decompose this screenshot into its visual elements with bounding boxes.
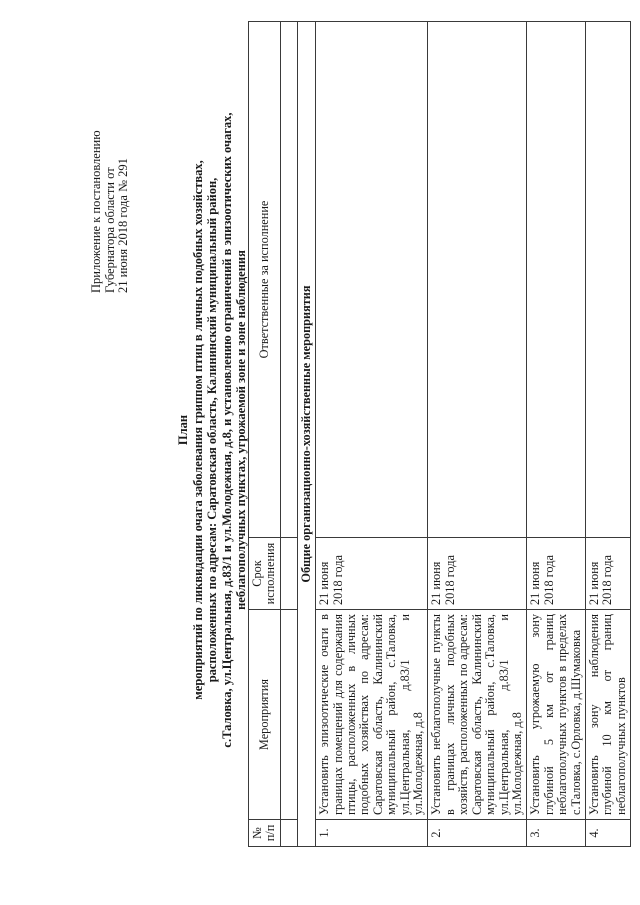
approval-line-1: Приложение к постановлению (89, 130, 103, 293)
table-row (527, 22, 586, 847)
heading-line-4: неблагополучных пунктах, угрожаемой зоне и зоне наблюдения (234, 250, 249, 610)
approval-note (90, 33, 131, 293)
heading-line-2: расположенных по адресам: Саратовская область, Калининский муниципальный район, (205, 177, 220, 683)
row-activity: Установить зону наблюдения глубиной 10 км от границ неблагополучных пунктов (585, 610, 630, 820)
row-activity: Установить угрожаемую зону глубиной 5 км от границ неблагополучных пунктов в пределах с.Таловка, с.Орловка, д.Шумаковка (527, 610, 586, 820)
row-activity: Установить неблагополучные пункты в границах личных подобных хозяйств, расположенных по адресам: Саратовская область, Калининский муниципальный район, с.Таловка, ул.Центральная, д.83/1 и ул.Молодежная, д.8 (428, 610, 527, 820)
row-num: 1. (316, 820, 428, 847)
row-activity: Установить эпизоотические очаги в границах помещений для содержания птицы, расположенных в личных подобных хозяйствах по адресам: Саратовская область, Калининский муниципальный район, с.Таловка, ул.Центральная, д.83/1 и ул.Молодежная, д.8 (316, 610, 428, 820)
table-header-row (249, 22, 281, 847)
header-activity: Мероприятия (249, 610, 281, 820)
row-term: 21 июня 2018 года (585, 538, 630, 610)
plan-table (248, 21, 631, 847)
row-responsible (428, 22, 527, 538)
header-responsible: Ответственные за исполнение (249, 22, 281, 538)
row-term: 21 июня 2018 года (316, 538, 428, 610)
approval-line-3: 21 июня 2018 года № 291 (116, 158, 130, 293)
row-responsible (585, 22, 630, 538)
table-row (585, 22, 630, 847)
row-responsible (527, 22, 586, 538)
document-title: План (176, 414, 190, 446)
heading-line-3: с.Таловка, ул.Центральная, д.83/1 и ул.Молодежная, д.8, и установлению ограничений в эпизоотических очагах, (219, 112, 234, 748)
row-term: 21 июня 2018 года (527, 538, 586, 610)
row-num: 4. (585, 820, 630, 847)
heading-line-1: мероприятий по ликвидации очага заболевания гриппом птиц в личных подобных хозяйствах, (190, 160, 205, 700)
table-row (428, 22, 527, 847)
section-row (297, 22, 315, 847)
row-num: 2. (428, 820, 527, 847)
table-row (316, 22, 428, 847)
header-term: Срок исполнения (249, 538, 281, 610)
row-num: 3. (527, 820, 586, 847)
document-heading (176, 85, 249, 775)
header-num: № п/п (249, 820, 281, 847)
row-responsible (316, 22, 428, 538)
approval-line-2: Губернатора области от (102, 167, 117, 293)
table-blank-row (280, 22, 297, 847)
row-term: 21 июня 2018 года (428, 538, 527, 610)
section-title: Общие организационно-хозяйственные мероприятия (297, 22, 315, 847)
